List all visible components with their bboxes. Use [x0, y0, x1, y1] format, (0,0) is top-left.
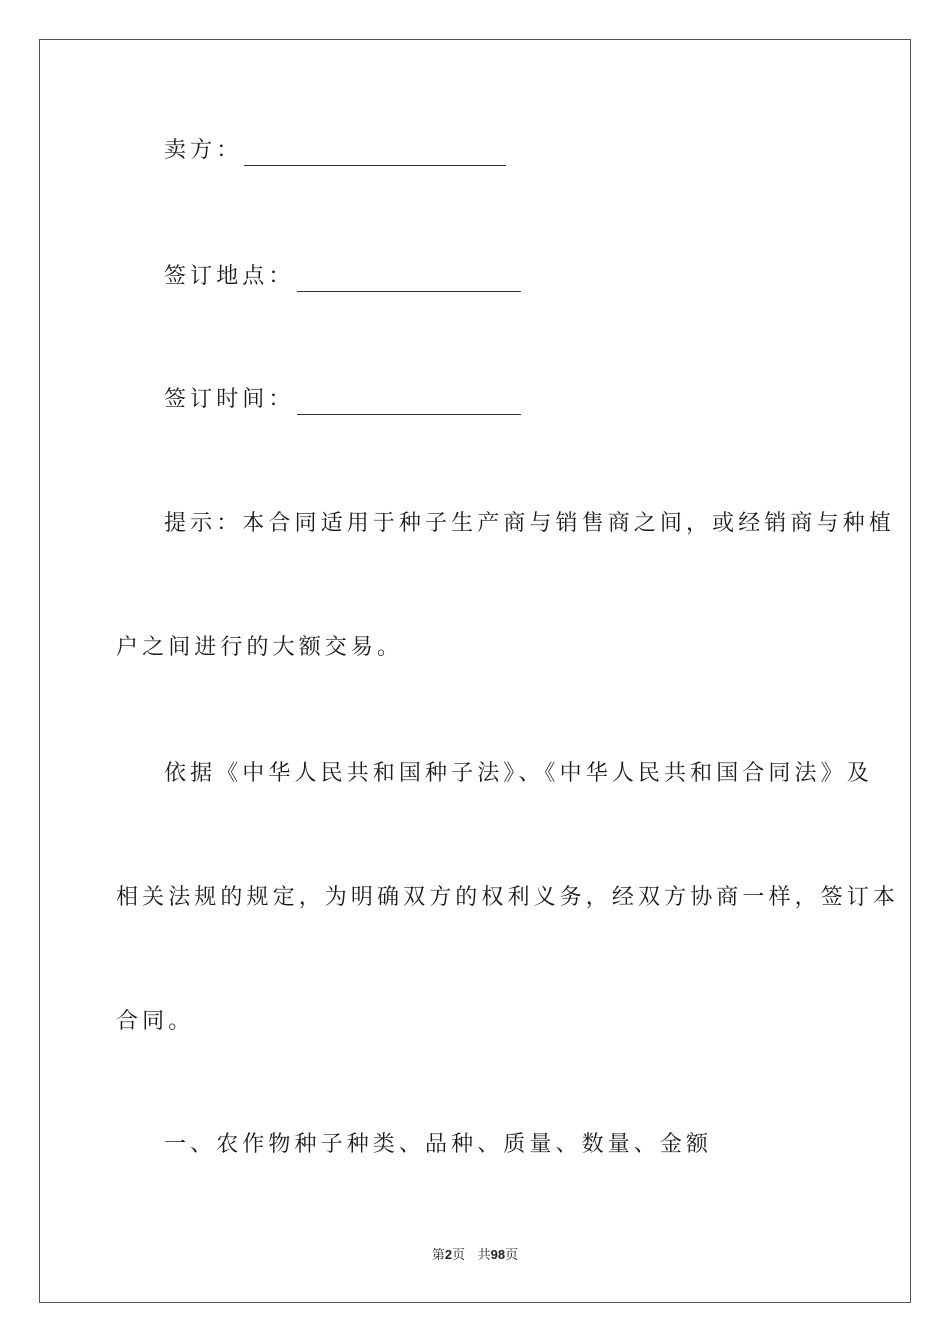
- basis-line-1: 依据《中华人民共和国种子法》、《中华人民共和国合同法》及: [164, 761, 873, 786]
- footer-page-number: 2: [444, 1247, 453, 1262]
- footer-total-prefix: 共: [477, 1248, 491, 1263]
- footer-prefix: 第: [431, 1248, 445, 1263]
- tip-line-2: 户之间进行的大额交易。: [116, 635, 404, 660]
- location-field: [164, 262, 521, 292]
- tip-line-1: 提示：本合同适用于种子生产商与销售商之间，或经销商与种植: [164, 511, 895, 536]
- page-footer: [0, 1246, 950, 1265]
- page-border: [39, 39, 911, 1303]
- footer-total-pages: 98: [490, 1247, 506, 1262]
- footer-total-suffix: 页: [505, 1248, 519, 1263]
- footer-page-suffix: 页: [452, 1248, 466, 1263]
- seller-blank-line: [244, 143, 506, 166]
- seller-field: [164, 136, 506, 166]
- location-label: 签订地点：: [164, 264, 295, 289]
- section-1-heading: 一、农作物种子种类、品种、质量、数量、金额: [164, 1132, 713, 1157]
- time-label: 签订时间：: [164, 387, 295, 412]
- basis-line-3: 合同。: [116, 1009, 195, 1034]
- time-field: [164, 385, 521, 415]
- location-blank-line: [297, 269, 521, 292]
- seller-label: 卖方：: [164, 138, 243, 163]
- basis-line-2: 相关法规的规定，为明确双方的权利义务，经双方协商一样，签订本: [116, 885, 900, 910]
- time-blank-line: [297, 392, 521, 415]
